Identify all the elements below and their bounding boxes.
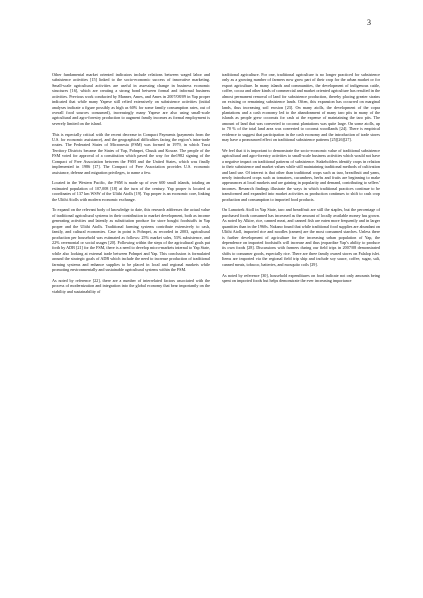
paragraph: To expand on the relevant body of knowledge to date, this research addresses the actual value of traditional agricultural systems in their contribution to market development, both as income generating activities and latently as substitution produce for store bought foodstuffs in Yap proper and the Ulithi Atolls. Traditional farming systems contribute extensively to cash, family, and cultural economies. Case in point is Pohnpei, as recorded in 2003, agricultural production per household was estimated as follows: 25% market sales, 53% subsistence, and 22% ceremonial or social usages [20]. Following within the steps of the agricultural goals put forth by ADB [21] for the FSM, there is a need to develop micro-markets internal to Yap State, while also looking at external trade between Pohnpei and Yap. This conclusion is formulated around the strategic goals of ADB which include the need to increase production of traditional farming systems and enhance supplies to be placed in local and regional markets while promoting environmentally and sustainable agricultural systems within the FSM.: [52, 207, 210, 273]
paragraph: As noted by reference [30], household expenditures on food indicate not only amounts being spent on imported foods but helps demonstrate the ever increasing importance: [222, 272, 380, 283]
paragraph: Other fundamental market oriented indicators include relations between waged labor and subsistence activities [15] linked to the socio-economic success of innovative marketing. Small-scale agricultural activities are useful in assessing change in business economic structures [16], which are creating a strong bond between formal and informal business activities. Previous work conducted by Manner, Ames, and Ames in 2007/08/09 in Yap proper indicated that while many Yapese still relied extensively on subsistence activities (initial analyses indicate a figure possibly as high as 60% for some family consumption rates, out of overall food sources consumed), increasingly many Yapese are also using small-scale agricultural and agro-forestry production to augment family incomes as formal employment is severely limited on the island.: [52, 72, 210, 126]
right-column: [222, 72, 380, 289]
left-column: [52, 72, 210, 300]
page-number: 3: [367, 18, 371, 27]
paragraph: As noted by reference [22], there are a number of interrelated factors associated with the process of modernization and integration into the global economy that bear importantly on the viability and sustainability of: [52, 277, 210, 294]
paragraph: This is especially critical with the recent decrease in Compact Payments (payments from the U.S. for economic assistance), and the geographical difficulties facing the region’s intra-trade routes. The Federated States of Micronesia (FSM) was formed in 1979, in which Trust Territory Districts became the States of Yap, Pohnpei, Chuuk and Kosrae. The people of the FSM voted for approval of a constitution which paved the way for the1982 signing of the Compact of Free Association between the FSM and the United States, which was finally implemented in 1986 [17]. The Compact of Free Association provides U.S. economic assistance, defense and migration privileges, to name a few.: [52, 131, 210, 175]
paragraph: We feel that it is important to demonstrate the socio-economic value of traditional subsistence agricultural and agro-forestry activities to small-scale business activities which would not have a negative impact on traditional patterns of subsistence. Stakeholders identify crops in relation to their subsistence and market values while still maintaining traditional methods of cultivation and land use. Of interest is that other than traditional crops such as taro, breadfruit and yams, newly introduced crops such as tomatoes, cucumbers, herbs and fruits are beginning to make appearances at local markets and are gaining in popularity and demand, contributing to sellers’ incomes. Research findings illustrate the ways in which traditional practices continue to be transformed and expanded into market activities as production continues to shift to cash crop production and consumption to imported food products.: [222, 147, 380, 202]
paragraph: On Lamotrek Atoll in Yap State, taro and breadfruit are still the staples, but the percentage of purchased foods consumed has increased as the amount of locally available money has grown. As noted by Alkire, rice, canned meat, and canned fish are eaten more frequently and in larger quantities than in the 1960s. Nakano found that while traditional food supplies are abundant on Ulithi Atoll, imported rice and noodles (ramen) are the most consumed starches. Unless there is further development of agriculture for the increasing urban population of Yap, the dependence on imported foodstuffs will increase and thus jeopardize Yap’s ability to produce its own foods [28]. Discussions with farmers during our field trips in 2007/08 demonstrated shifts to consumer goods, especially rice. There are three family owned stores on Falalop islet. Items are imported via the regional field trip ship and include soy sauce, coffee, sugar, salt, canned meats, tobacco, batteries, and mosquito coils [29].: [222, 207, 380, 267]
paragraph: Located in the Western Pacific, the FSM is made up of over 600 small islands, totaling an estimated population of 107,008 [18] at the turn of the century. Yap proper is located at coordinates of 137 km WSW of the Ulithi Atolls [19]. Yap proper is an economic core, linking the Ulithi Atolls with modern economic exchange.: [52, 180, 210, 202]
paragraph: traditional agriculture. For one, traditional agriculture is no longer practiced for subsistence only as a growing number of farmers now grow part of their crop for the urban market or for export agriculture. In many islands and communities, the development of indigenous cattle, coffee, cocoa and other kinds of commercial and market oriented agriculture has resulted in the almost permanent removal of land for subsistence production, thereby placing greater strains on existing or remaining subsistence lands. Often, this expansion has occurred on marginal lands, thus increasing soil erosion [23]. On many atolls, the development of the copra plantations and a cash economy led to the abandonment of many taro pits in many of the islands as people grew coconuts for cash at the expense of maintaining the taro pits. The amount of land that was converted to coconut plantations was quite large. On some atolls, up to 70 % of the total land area was converted to coconut woodlands [24]. There is empirical evidence to suggest that participation in the cash economy and the introduction of trade stores may have a pronounced effect on traditional subsistence patterns [25][26][27].: [222, 72, 380, 143]
